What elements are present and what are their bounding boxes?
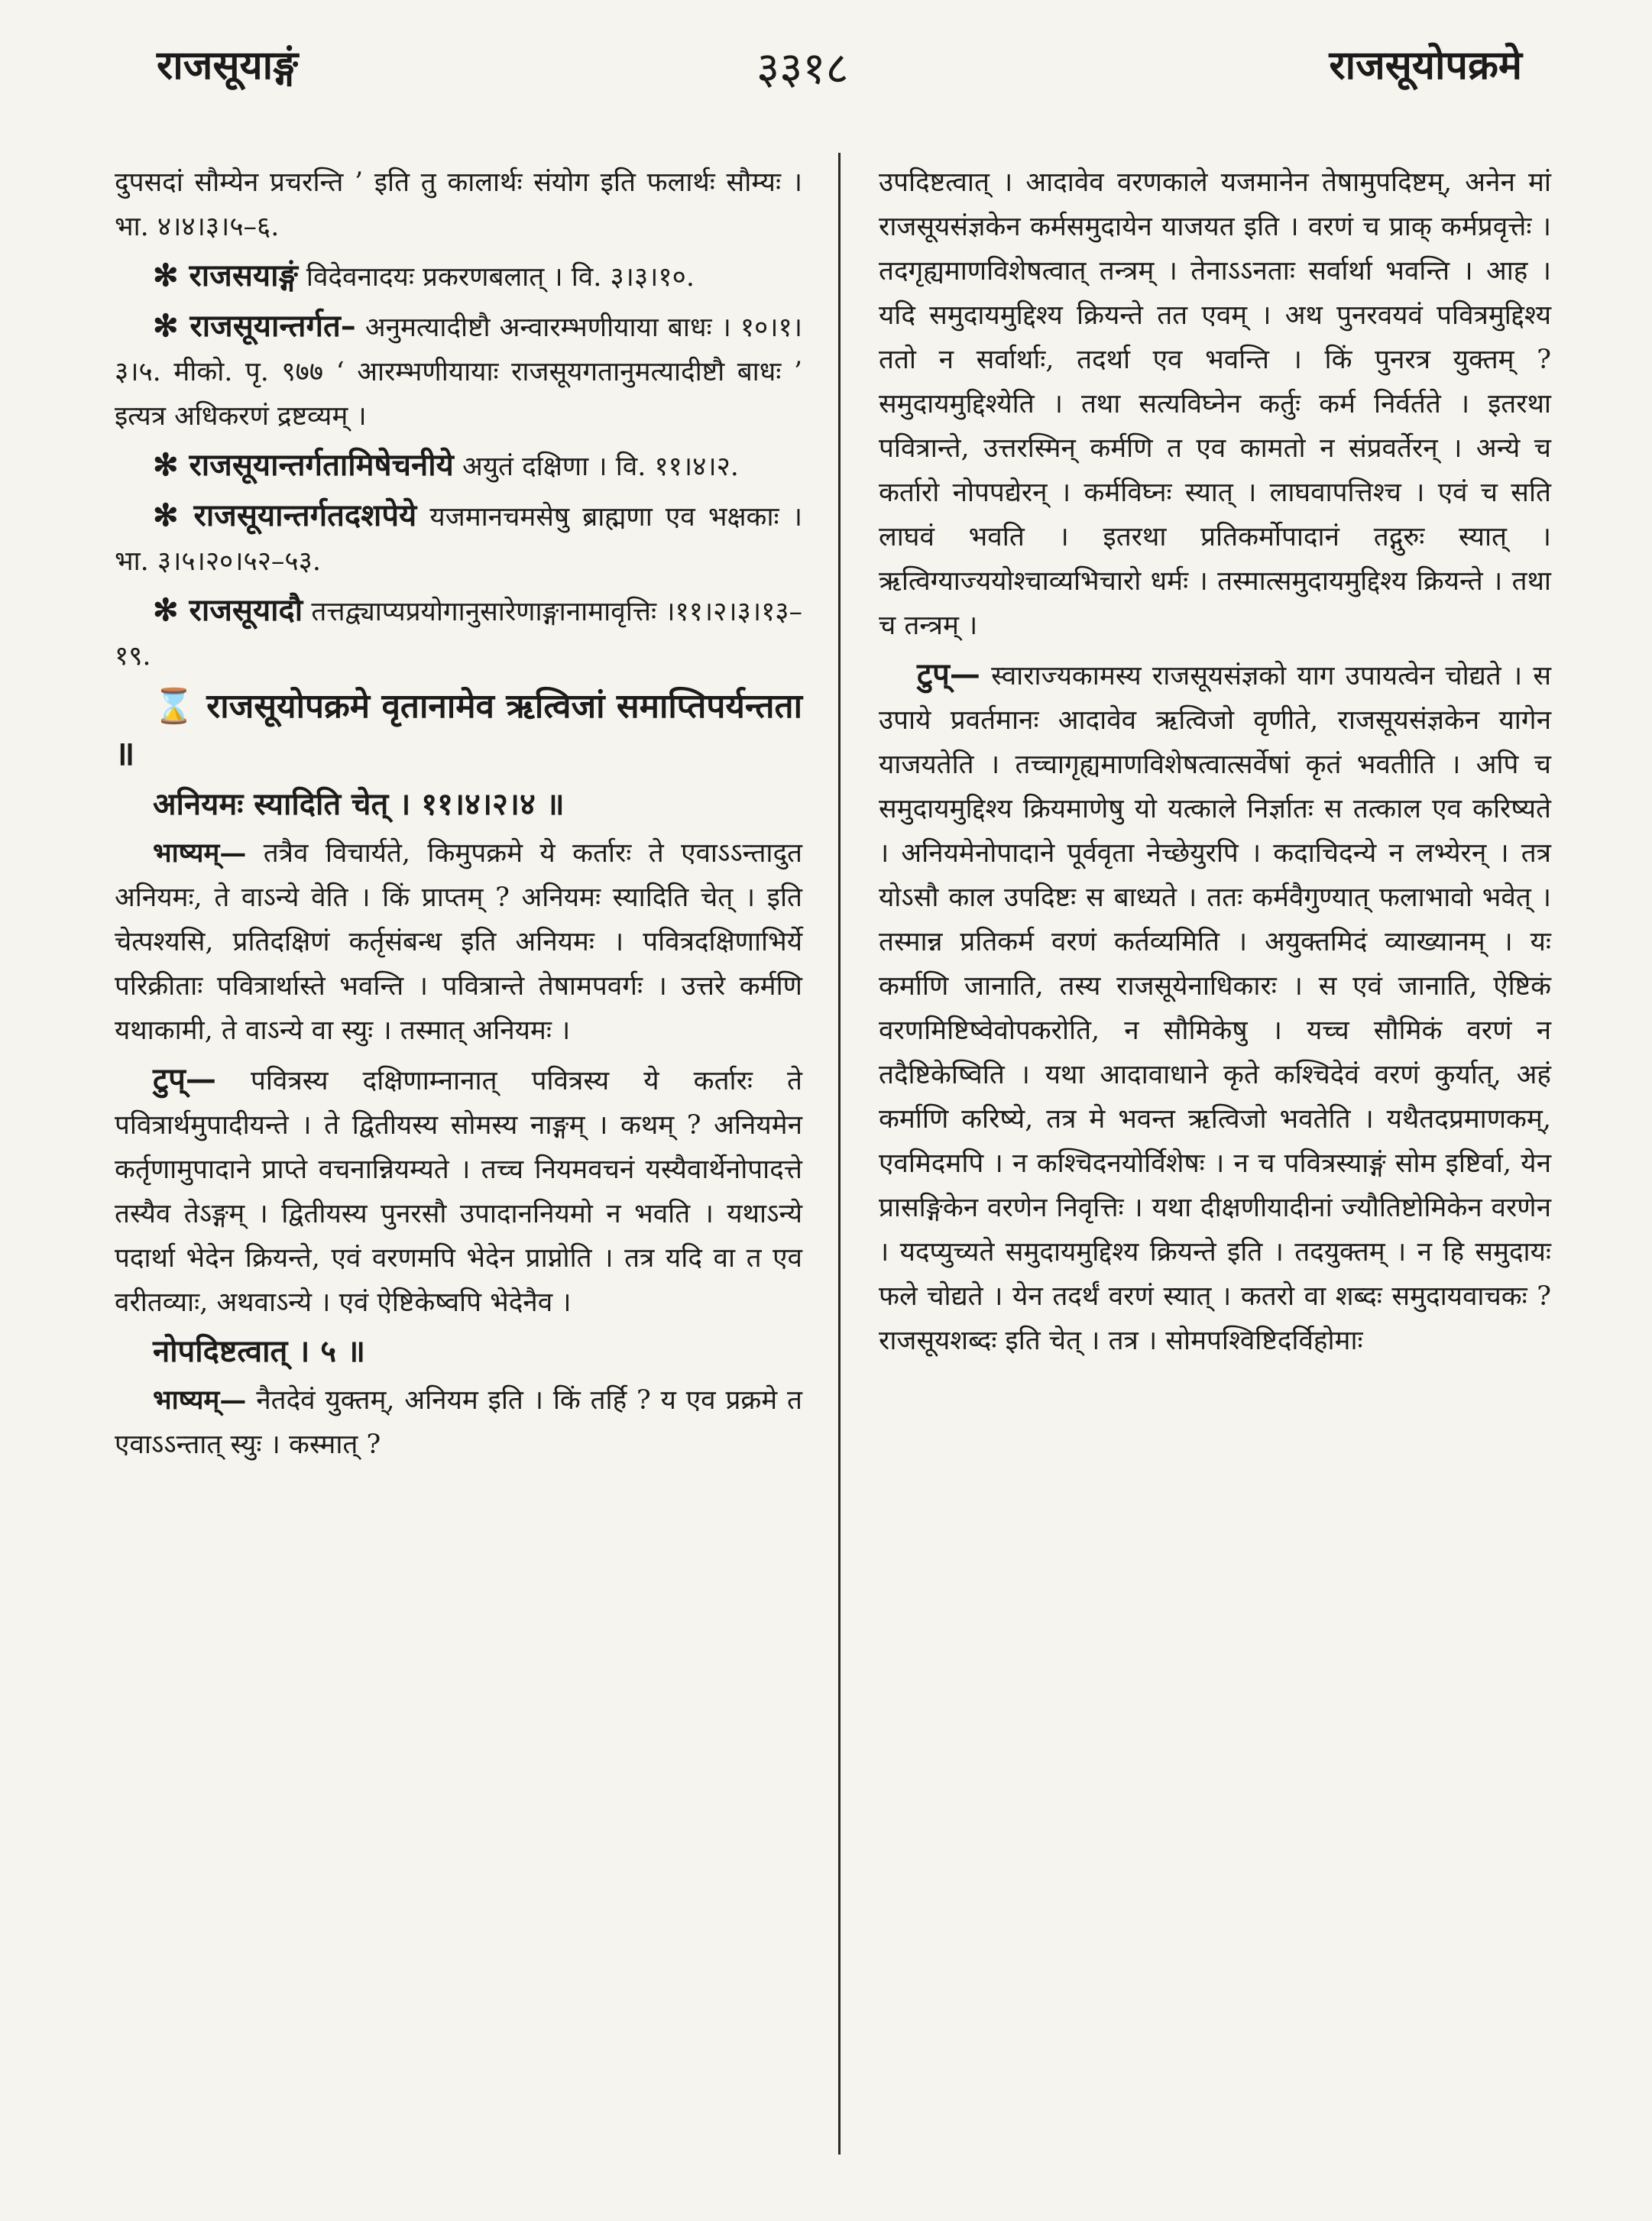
- bhashya-2: [115, 1378, 802, 1467]
- entry-rajasuyanga: [115, 254, 802, 299]
- tup-text: पवित्रस्य दक्षिणाम्नानात् पवित्रस्य ये कर्तारः ते पवित्रार्थमुपादीयन्ते । ते द्वितीयस्य सोमस्य नाङ्गम् । कथम् ? अनियमेन कर्तृणामुपादाने प्राप्ते वचनान्नियम्यते । तच्च नियमवचनं यस्यैवार्थेनोपादत्ते तस्यैव तेऽङ्गम् । द्वितीयस्य पुनरसौ उपादाननियमो न भवति । यथाऽन्ये पदार्था भेदेन क्रियन्ते, एवं वरणमपि भेदेन प्राप्नोति । तत्र यदि वा त एव वरीतव्याः, अथवाऽन्ये । एवं ऐष्टिकेष्वपि भेदेनैव ।: [115, 1066, 802, 1318]
- entry-body: विदेवनादयः प्रकरणबलात् । वि. ३।३।१०.: [306, 262, 695, 293]
- page-number: ३३१८: [756, 42, 849, 94]
- bhashya-1: [115, 831, 802, 1053]
- left-paragraph-1: दुपसदां सौम्येन प्रचरन्ति ’ इति तु कालार्थः संयोग इति फलार्थः सौम्यः । भा. ४।४।३।५–६.: [115, 167, 802, 242]
- sutra-2: नोपदिष्टत्वात् । ५ ॥: [153, 1333, 365, 1369]
- bhashya-label: भाष्यम्—: [153, 1384, 247, 1416]
- entry-heading: ✻ राजसूयान्तर्गतदशपेये: [153, 497, 417, 533]
- tup-text: स्वाराज्यकामस्य राजसूयसंज्ञको याग उपायत्वेन चोद्यते । स उपाये प्रवर्तमानः आदावेव ऋत्विजो वृणीते, राजसूयसंज्ञकेन यागेन याजयतेति । तच्चागृह्यमाणविशेषत्वात्सर्वेषां कृतं भवतीति । अपि च समुदायमुद्दिश्य क्रियमाणेषु यो यत्काले निर्ज्ञातः स तत्काल एव करिष्यते । अनियमेनोपादाने पूर्ववृता नेच्छेयुरपि । कदाचिदन्ये न लभ्येरन् । तत्र योऽसौ काल उपदिष्टः स बाध्यते । ततः कर्मवैगुण्यात् फलाभावो भवेत् । तस्मान्न प्रतिकर्म वरणं कर्तव्यमिति । अयुक्तमिदं व्याख्यानम् । यः कर्माणि जानाति, तस्य राजसूयेनाधिकारः । स एवं जानाति, ऐष्टिकं वरणमिष्टिष्वेवोपकरोति, न सौमिकेषु । यच्च सौमिकं वरणं न तदैष्टिकेष्विति । यथा आदावाधाने कृते कश्चिदेवं वरणं कुर्यात्, अहं कर्माणि करिष्ये, तत्र मे भवन्त ऋत्विजो भवतेति । यथैतदप्रमाणकम्, एवमिदमपि । न कश्चिदनयोर्विशेषः । न च पवित्रस्याङ्गं सोम इष्टिर्वा, येन प्रासङ्गिकेन वरणेन निवृत्तिः । यथा दीक्षणीयादीनां ज्यौतिष्टोमिकेन वरणेन । यदप्युच्यते समुदायमुद्दिश्य क्रियन्ते इति । तदयुक्तम् । न हि समुदायः फले चोद्यते । येन तदर्थं वरणं स्यात् । कतरो वा शब्दः समुदायवाचकः ? राजसूयशब्दः इति चेत् । तत्र । सोमपश्विष्टिदर्विहोमाः: [879, 661, 1551, 1356]
- entry-body: तत्तद्व्याप्यप्रयोगानुसारेणाङ्गानामावृत्तिः ।११।२।३।१३–१९.: [115, 597, 802, 672]
- bhashya-text: नैतदेवं युक्तम्, अनियम इति । किं तर्हि ? य एव प्रक्रमे त एवाऽऽन्तात् स्युः । कस्मात् ?: [115, 1385, 802, 1460]
- running-head-right: राजसूयोपक्रमे: [1329, 42, 1522, 89]
- entry-abhishechaniya: [115, 443, 802, 489]
- running-head-left: राजसूयाङ्गं: [157, 42, 299, 89]
- entry-heading: ✻ राजसूयान्तर्गतामिषेचनीये: [153, 447, 454, 483]
- right-paragraph-1: उपदिष्टत्वात् । आदावेव वरणकाले यजमानेन तेषामुपदिष्टम्, अनेन मां राजसूयसंज्ञकेन कर्मसमुदायेन याजयत इति । वरणं च प्राक् कर्मप्रवृत्तेः । तदगृह्यमाणविशेषत्वात् तन्त्रम् । तेनाऽऽनताः सर्वार्था भवन्ति । आह । यदि समुदायमुद्दिश्य क्रियन्ते तत एवम् । अथ पुनरवयवं पवित्रमुद्दिश्य ततो न सर्वार्थाः, तदर्था एव भवन्ति । किं पुनरत्र युक्तम् ? समुदायमुद्दिश्येति । तथा सत्यविघ्नेन कर्तुः कर्म निर्वर्तते । इतरथा पवित्रान्ते, उत्तरस्मिन् कर्मणि त एव कामतो न संप्रवर्तेरन् । अन्ये च कर्तारो नोपपद्येरन् । कर्मविघ्नः स्यात् । लाघवापत्तिश्च । एवं च सति लाघवं भवति । इतरथा प्रतिकर्मोपादानं तद्गुरुः स्यात् । ऋत्विग्याज्ययोश्चाव्यभिचारो धर्मः । तस्मात्समुदायमुद्दिश्य क्रियन्ते । तथा च तन्त्रम् ।: [879, 167, 1551, 641]
- tup-2: [879, 652, 1551, 1363]
- column-divider: [838, 153, 841, 2155]
- tup-label: टुप्—: [917, 656, 980, 692]
- entry-body: यजमानचमसेषु ब्राह्मणा एव भक्षकाः । भा. ३।५।२०।५२–५३.: [115, 502, 802, 577]
- sutra-1: अनियमः स्यादिति चेत् । ११।४।२।४ ॥: [153, 786, 565, 822]
- left-column: [115, 160, 802, 1471]
- tup-1: [115, 1057, 802, 1325]
- tup-label: टुप्—: [153, 1061, 216, 1097]
- entry-dashapeya: [115, 494, 802, 584]
- entry-heading: ✻ राजसूयादौ: [153, 592, 303, 628]
- entry-rajasuyantargata: [115, 304, 802, 439]
- entry-body: अयुतं दक्षिणा । वि. ११।४।२.: [462, 452, 739, 482]
- entry-body: अनुमत्यादीष्टौ अन्वारम्भणीयाया बाधः । १०।१।३।५. मीको. पृ. ९७७ ‘ आरम्भणीयायाः राजसूयगतानुमत्यादीष्टौ बाधः ’ इत्यत्र अधिकरणं द्रष्टव्यम् ।: [115, 312, 802, 432]
- bhashya-label: भाष्यम्—: [153, 837, 247, 869]
- right-column: [879, 160, 1551, 1368]
- entry-rajasuyadau: [115, 588, 802, 678]
- adhikarana-title: ⌛ राजसूयोपक्रमे वृतानामेव ऋत्विजां समाप्तिपर्यन्तता ॥: [115, 687, 802, 773]
- bhashya-text: तत्रैव विचार्यते, किमुपक्रमे ये कर्तारः ते एवाऽऽन्तादुत अनियमः, ते वाऽन्ये वेति । किं प्राप्तम् ? अनियमः स्यादिति चेत् । इति चेत्पश्यसि, प्रतिदक्षिणं कर्तृसंबन्ध इति अनियमः । पवित्रदक्षिणाभिर्ये परिक्रीताः पवित्रार्थास्ते भवन्ति । पवित्रान्ते तेषामपवर्गः । उत्तरे कर्मणि यथाकामी, ते वाऽन्ये वा स्युः । तस्मात् अनियमः ।: [115, 838, 802, 1046]
- entry-heading: ✻ राजसूयान्तर्गत–: [153, 308, 356, 344]
- entry-heading: ✻ राजसयाङ्गं: [153, 257, 298, 293]
